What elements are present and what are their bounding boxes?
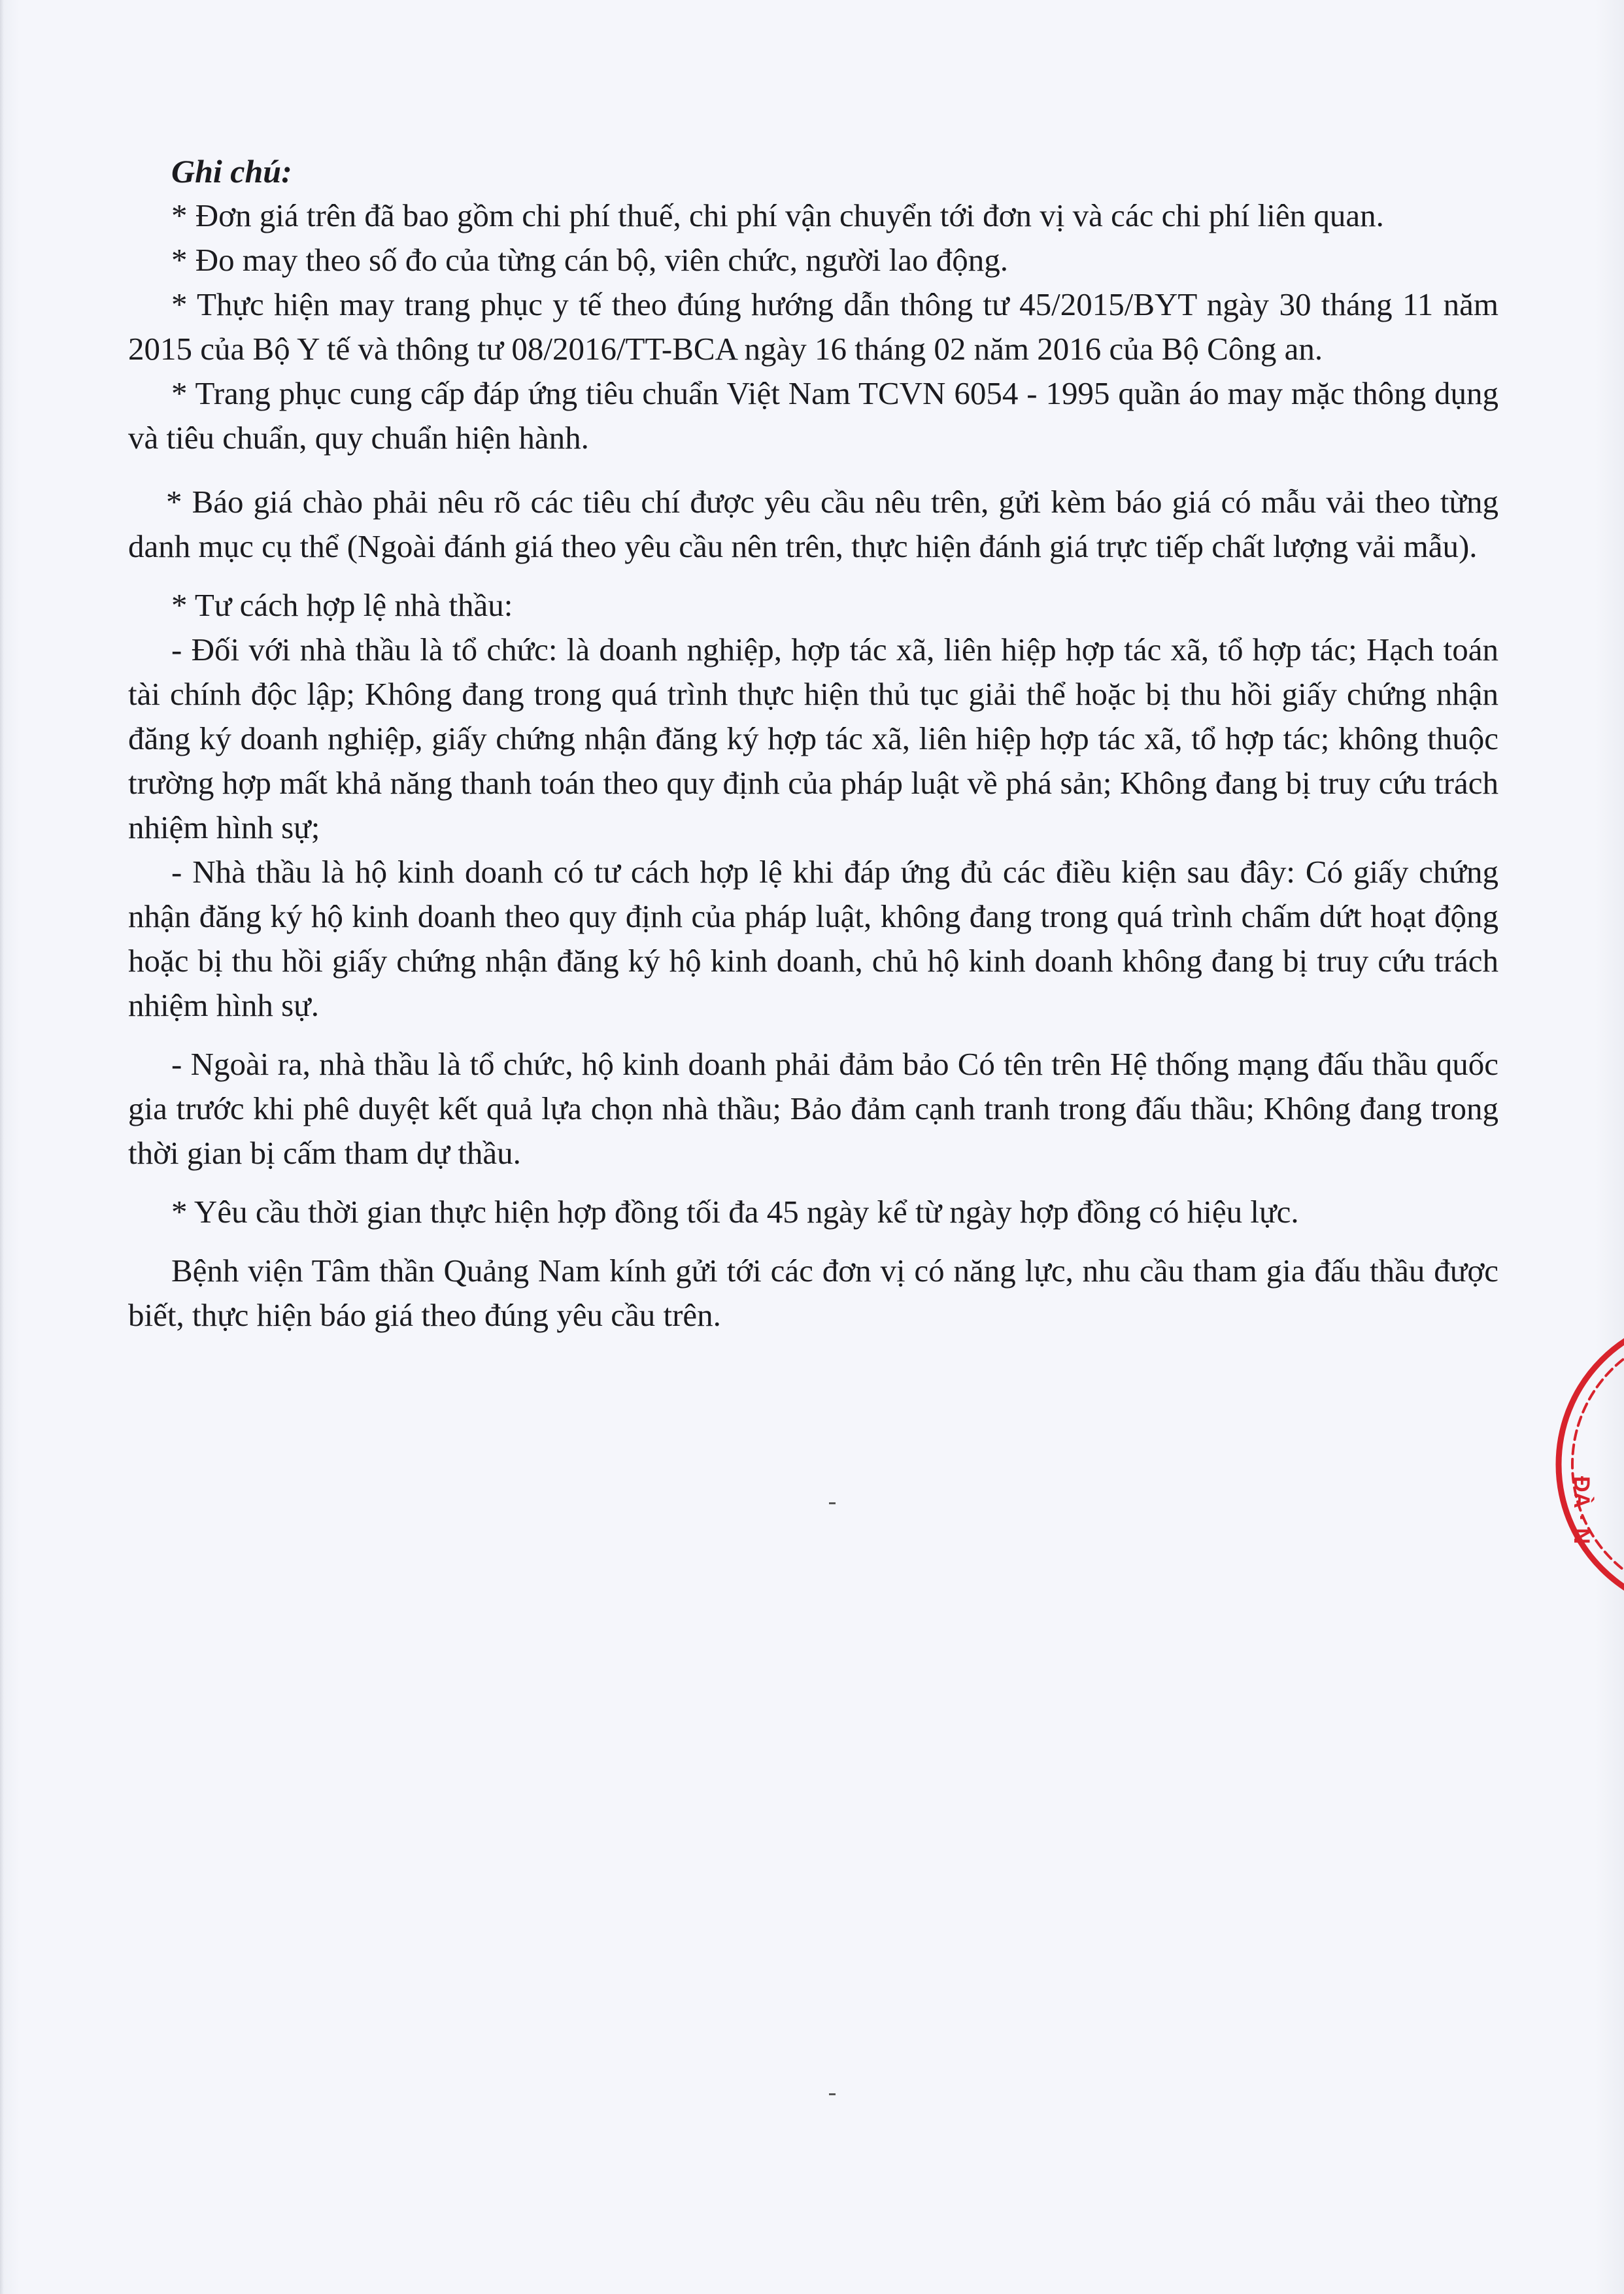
eligibility-other: - Ngoài ra, nhà thầu là tổ chức, hộ kinh doanh phải đảm bảo Có tên trên Hệ thống mạng đấu thầu quốc gia trước khi phê duyệt kết quả lựa chọn nhà thầu; Bảo đảm cạnh tranh trong đấu thầu; Không đang trong thời gian bị cấm tham dự thầu. (128, 1046, 1498, 1171)
scan-mark (829, 1502, 836, 1504)
note-item-1: * Đơn giá trên đã bao gồm chi phí thuế, chi phí vận chuyển tới đơn vị và các chi phí liên quan. (171, 197, 1384, 233)
eligibility-heading: * Tư cách hợp lệ nhà thầu: (171, 587, 513, 623)
eligibility-organization: - Đối với nhà thầu là tổ chức: là doanh nghiệp, hợp tác xã, liên hiệp hợp tác xã, tổ hợp tác; Hạch toán tài chính độc lập; Không đang trong quá trình thực hiện thủ tục giải thể hoặc bị thu hồi giấy chứng nhận đăng ký doanh nghiệp, giấy chứng nhận đăng ký hợp tác xã, liên hiệp hợp tác xã, tổ hợp tác; không thuộc trường hợp mất khả năng thanh toán theo quy định của pháp luật về phá sản; Không đang bị truy cứu trách nhiệm hình sự; (128, 632, 1498, 845)
seal-text: ĐÀ · N (1569, 1476, 1594, 1544)
note-title: Ghi chú: (171, 153, 292, 190)
note-item-2: * Đo may theo số đo của từng cán bộ, viên chức, người lao động. (171, 242, 1008, 278)
scan-mark (829, 2093, 836, 2095)
quote-requirement: * Báo giá chào phải nêu rõ các tiêu chí được yêu cầu nêu trên, gửi kèm báo giá có mẫu vải theo từng danh mục cụ thể (Ngoài đánh giá theo yêu cầu nên trên, thực hiện đánh giá trực tiếp chất lượng vải mẫu). (128, 484, 1498, 564)
time-requirement: * Yêu cầu thời gian thực hiện hợp đồng tối đa 45 ngày kể từ ngày hợp đồng có hiệu lực. (171, 1194, 1299, 1230)
note-item-3: * Thực hiện may trang phục y tế theo đúng hướng dẫn thông tư 45/2015/BYT ngày 30 tháng 11 năm 2015 của Bộ Y tế và thông tư 08/2016/TT-BCA ngày 16 tháng 02 năm 2016 của Bộ Công an. (128, 286, 1498, 367)
eligibility-household: - Nhà thầu là hộ kinh doanh có tư cách hợp lệ khi đáp ứng đủ các điều kiện sau đây: Có giấy chứng nhận đăng ký hộ kinh doanh theo quy định của pháp luật, không đang trong quá trình chấm dứt hoạt động hoặc bị thu hồi giấy chứng nhận đăng ký hộ kinh doanh, chủ hộ kinh doanh không đang bị truy cứu trách nhiệm hình sự. (128, 854, 1498, 1023)
closing-paragraph: Bệnh viện Tâm thần Quảng Nam kính gửi tới các đơn vị có năng lực, nhu cầu tham gia đấu thầu được biết, thực hiện báo giá theo đúng yêu cầu trên. (128, 1253, 1498, 1333)
note-item-4: * Trang phục cung cấp đáp ứng tiêu chuẩn Việt Nam TCVN 6054 - 1995 quần áo may mặc thông dụng và tiêu chuẩn, quy chuẩn hiện hành. (128, 375, 1498, 456)
red-seal-stamp (1497, 1321, 1624, 1608)
seal-graphic (1497, 1321, 1624, 1608)
document-body (128, 149, 1498, 1338)
